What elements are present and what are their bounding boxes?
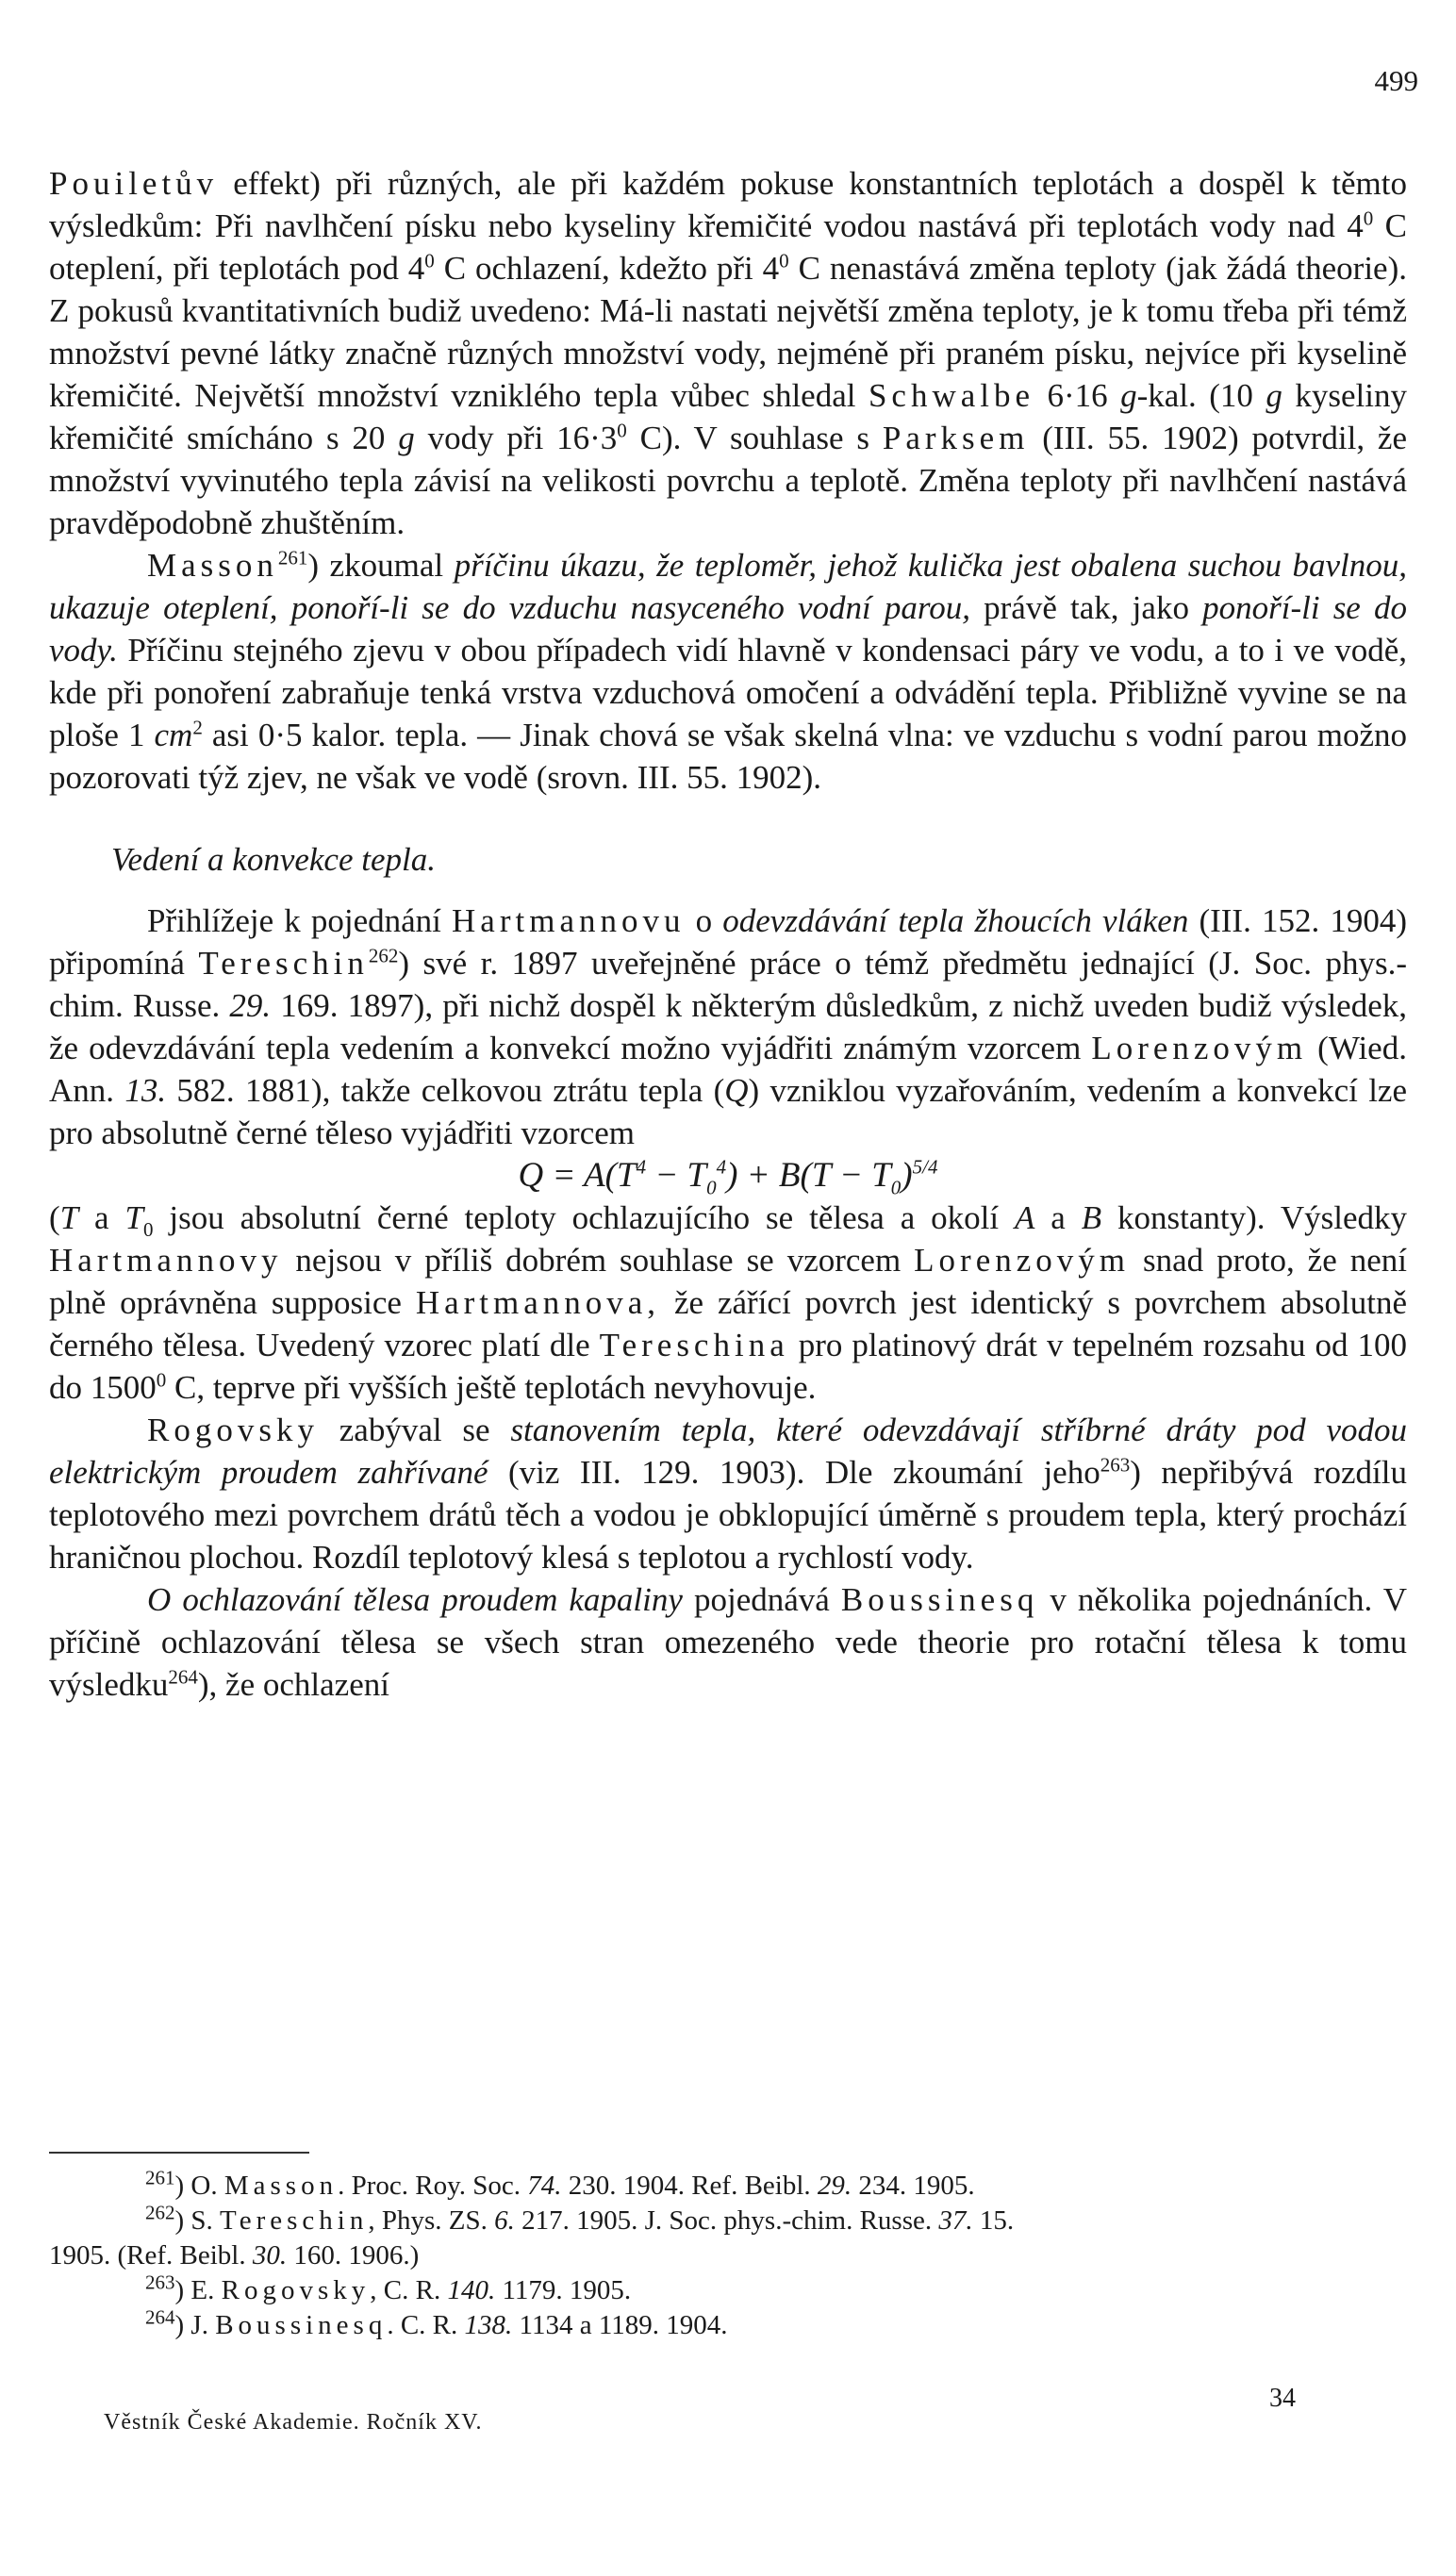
section-heading: Vedení a konvekce tepla. [111,841,436,878]
footnote-ref[interactable]: 264 [168,1665,198,1689]
footnote: $^{261}$) O. Masson. Proc. Roy. Soc. 74. 230. 1904. Ref. Beibl. 29. 234. 1905. [145,2166,975,2201]
author-name: Tereschin [198,945,369,982]
author-name: Rogovsky [147,1412,319,1448]
footnotes [49,2166,1407,2343]
footnote-divider [49,2152,309,2154]
footnote-ref[interactable]: 261 [277,546,308,570]
paragraph-rogovsky: Rogovsky zabýval se stanovením tepla, které odevzdávají stříbrné dráty pod vodou elektrickým proudem zahřívané (viz III. 129. 1903). Dle zkoumání jeho$^{263}$) nepřibývá rozdílu teplotového mezi povrchem drátů těch a vodou je obklopující úměrně s proudem tepla, který prochází hraničnou plochou. Rozdíl teplotový klesá s teplotou a rychlostí vody. [49,1412,1407,1576]
paragraph-definitions: (T a $T_0$ jsou absolutní černé teploty ochlazujícího se tělesa a okolí A a B konstanty). Výsledky Hartmannovy nejsou v příliš dobrém souhlase se vzorcem Lorenzovým snad proto, že není plně oprávněna supposice Hartmannova, že zářící povrch jest identický s povrchem absolutně černého tělesa. Uvedený vzorec platí dle Tereschina pro platinový drát v tepelném rozsahu od 100 do 1500$^0$ C, teprve při vyšších ještě teplotách nevyhovuje. [49,1199,1407,1406]
formula: $Q = A(T^4 - T_0^4) + B(T - T_0)^{5/4}$ [518,1155,938,1199]
author-name: Lorenzovým [1091,1030,1308,1066]
footnote: $^{264}$) J. Boussinesq. C. R. 138. 1134 a 1189. 1904. [145,2305,728,2340]
exponent: 5/4 [912,1155,938,1179]
footnote-ref[interactable]: 262 [368,944,399,967]
main-text [49,162,1407,1706]
author-name: Hartmannova, [415,1284,661,1321]
author-name: Parksem [882,420,1030,456]
author-name: Hartmannovy [49,1242,283,1279]
footnote: $^{262}$) S. Tereschin, Phys. ZS. 6. 217. 1905. J. Soc. phys.-chim. Russe. 37. 15. [145,2201,1015,2236]
author-name: Lorenzovým [914,1242,1130,1279]
paragraph-hartmann: Přihlížeje k pojednání Hartmannovu o odevzdávání tepla žhoucích vláken (III. 152. 1904) připomíná Tereschin$^{262}$) své r. 1897 uveřejněné práce o témž předmětu jednající (J. Soc. phys.-chim. Russe. 29. 169. 1897), při nichž dospěl k některým důsledkům, z nichž uveden budiž výsledek, že odevzdávání tepla vedením a konvekcí možno vyjádřiti známým vzorcem Lorenzovým (Wied. Ann. 13. 582. 1881), takže celkovou ztrátu tepla (Q) vzniklou vyzařováním, vedením a konvekcí lze pro absolutně černé těleso vyjádřiti vzorcem [49,902,1407,1151]
author-name: Tereschina [599,1327,789,1363]
author-name: Pouiletův [49,165,219,202]
page-number: 499 [1374,64,1418,97]
sheet-number: 34 [1269,2384,1296,2413]
paragraph-masson: Masson$^{261}$) zkoumal příčinu úkazu, že teploměr, jehož kulička jest obalena suchou bavlnou, ukazuje oteplení, ponoří-li se do vzduchu nasyceného vodní parou, právě tak, jako ponoří-li se do vody. Příčinu stejného zjevu v obou případech vidí hlavně v kondensaci páry ve vodu, a to i ve vodě, kde při ponoření zabraňuje tenká vrstva vzduchová omočení a odvádění tepla. Přibližně vyvine se na ploše 1 $cm^2$ asi 0·5 kalor. tepla. — Jinak chová se však skelná vlna: ve vzduchu s vodní parou možno pozorovati týž zjev, ne však ve vodě (srovn. III. 55. 1902). [49,546,1407,796]
author-name: Schwalbe [868,377,1035,414]
author-name: Hartmannovu [452,902,686,939]
author-name: Masson [147,547,278,584]
footnote-ref[interactable]: 263 [1100,1453,1131,1477]
footnote: $^{263}$) E. Rogovsky, C. R. 140. 1179. 1905. [145,2271,632,2305]
paragraph-boussinesq: O ochlazování tělesa proudem kapaliny pojednává Boussinesq v několika pojednáních. V příčině ochlazování tělesa se všech stran omezeného vede theorie pro rotační tělesa k tomu výsledku$^{264}$), že ochlazení [49,1581,1408,1703]
publication-footer: Věstník České Akademie. Ročník XV. [104,2410,483,2435]
footnote-continuation: 1905. (Ref. Beibl. 30. 160. 1906.) [49,2240,420,2271]
author-name: Boussinesq [840,1581,1039,1618]
paragraph-pouilet: Pouiletův effekt) při různých, ale při každém pokuse konstantních teplotách a dospěl k těmto výsledkům: Při navlhčení písku nebo kyseliny křemičité vodou nastává při teplotách vody nad $4^0$ C oteplení, při teplotách pod $4^0$ C ochlazení, kdežto při $4^0$ C nenastává změna teploty (jak žádá theorie). Z pokusů kvantitativních budiž uvedeno: Má-li nastati největší změna teploty, je k tomu třeba při témž množství pevné látky značně různých množství vody, nejméně při praném písku, nejvíce při kyselině křemičité. Největší množství vzniklého tepla vůbec shledal Schwalbe 6·16 g-kal. (10 g kyseliny křemičité smícháno s 20 g vody při $16\cdot 3^0$ C). V souhlase s Parksem (III. 55. 1902) potvrdil, že množství vyvinutého tepla závisí na velikosti povrchu a teplotě. Změna teploty při navlhčení nastává pravděpodobně zhuštěním. [49,165,1408,541]
